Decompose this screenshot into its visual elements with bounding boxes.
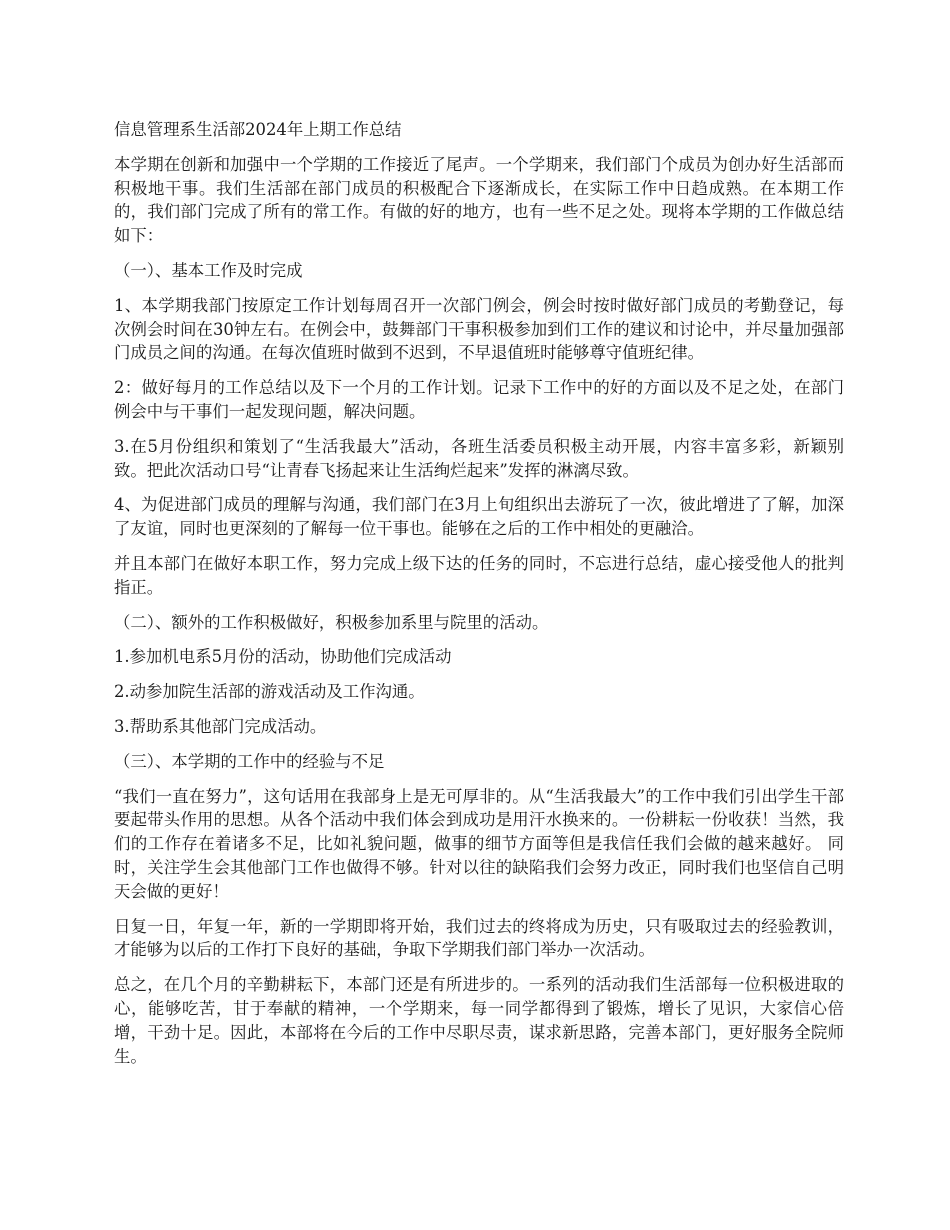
list-item-3: 3.帮助系其他部门完成活动。	[114, 716, 327, 736]
list-item-1: 1.参加机电系5月份的活动，协助他们完成活动	[114, 647, 452, 667]
paragraph-experience: “我们一直在努力”，这句话用在我部身上是无可厚非的。从“生活我最大”的工作中我们引出学生干部要起带头作用的思想。从各个活动中我们体会到成功是用汗水换来的。一份耕耘一份收获！当然，我们的工作存在着诸多不足，比如礼貌问题，做事的细节方面等但是我信任我们会做的越来越好。 同时，关注学生会其他部门工作也做得不够。针对以往的缺陷我们会努力改正，同时我们也坚信自己明天会做的更好！	[114, 786, 844, 901]
section-heading-1: （一）、基本工作及时完成	[114, 260, 303, 280]
list-item-2: 2.动参加院生活部的游戏活动及工作沟通。	[114, 682, 425, 702]
document-title: 信息管理系生活部2024年上期工作总结	[114, 120, 402, 139]
paragraph-item-1: 1、本学期我部门按原定工作计划每周召开一次部门例会，例会时按时做好部门成员的考勤登记，每次例会时间在30钟左右。在例会中，鼓舞部门干事积极参加到们工作的建议和讨论中，并尽量加强部门成员之间的沟通。在每次值班时做到不迟到，不早退值班时能够尊守值班纪律。	[114, 295, 844, 363]
document-page	[114, 118, 844, 1079]
section-heading-2: （二）、额外的工作积极做好，积极参加系里与院里的活动。	[114, 612, 549, 632]
paragraph-summary-1: 并且本部门在做好本职工作，努力完成上级下达的任务的同时，不忘进行总结，虚心接受他人的批判指正。	[114, 553, 844, 597]
paragraph-intro: 本学期在创新和加强中一个学期的工作接近了尾声。一个学期来，我们部门个成员为创办好生活部而积极地干事。我们生活部在部门成员的积极配合下逐渐成长，在实际工作中日趋成熟。在本期工作的，我们部门完成了所有的常工作。有做的好的地方，也有一些不足之处。现将本学期的工作做总结如下：	[114, 154, 844, 246]
paragraph-item-3: 3.在5月份组织和策划了“生活我最大”活动，各班生活委员积极主动开展，内容丰富多彩，新颖别致。把此次活动口号“让青春飞扬起来让生活绚烂起来”发挥的淋漓尽致。	[114, 436, 844, 480]
paragraph-item-2: 2：做好每月的工作总结以及下一个月的工作计划。记录下工作中的好的方面以及不足之处，在部门例会中与干事们一起发现问题，解决问题。	[114, 378, 844, 421]
paragraph-conclusion: 总之，在几个月的辛勤耕耘下，本部门还是有所进步的。一系列的活动我们生活部每一位积极进取的心，能够吃苦，甘于奉献的精神，一个学期来，每一同学都得到了锻炼，增长了见识，大家信心倍增，干劲十足。因此，本部将在今后的工作中尽职尽责，谋求新思路，完善本部门，更好服务全院师生。	[114, 975, 844, 1066]
section-heading-3: （三）、本学期的工作中的经验与不足	[114, 751, 385, 771]
paragraph-item-4: 4、为促进部门成员的理解与沟通，我们部门在3月上旬组织出去游玩了一次，彼此增进了了解，加深了友谊，同时也更深刻的了解每一位干事也。能够在之后的工作中相处的更融洽。	[114, 495, 844, 539]
paragraph-outlook: 日复一日，年复一年，新的一学期即将开始，我们过去的终将成为历史，只有吸取过去的经验教训，才能够为以后的工作打下良好的基础，争取下学期我们部门举办一次活动。	[114, 916, 844, 960]
